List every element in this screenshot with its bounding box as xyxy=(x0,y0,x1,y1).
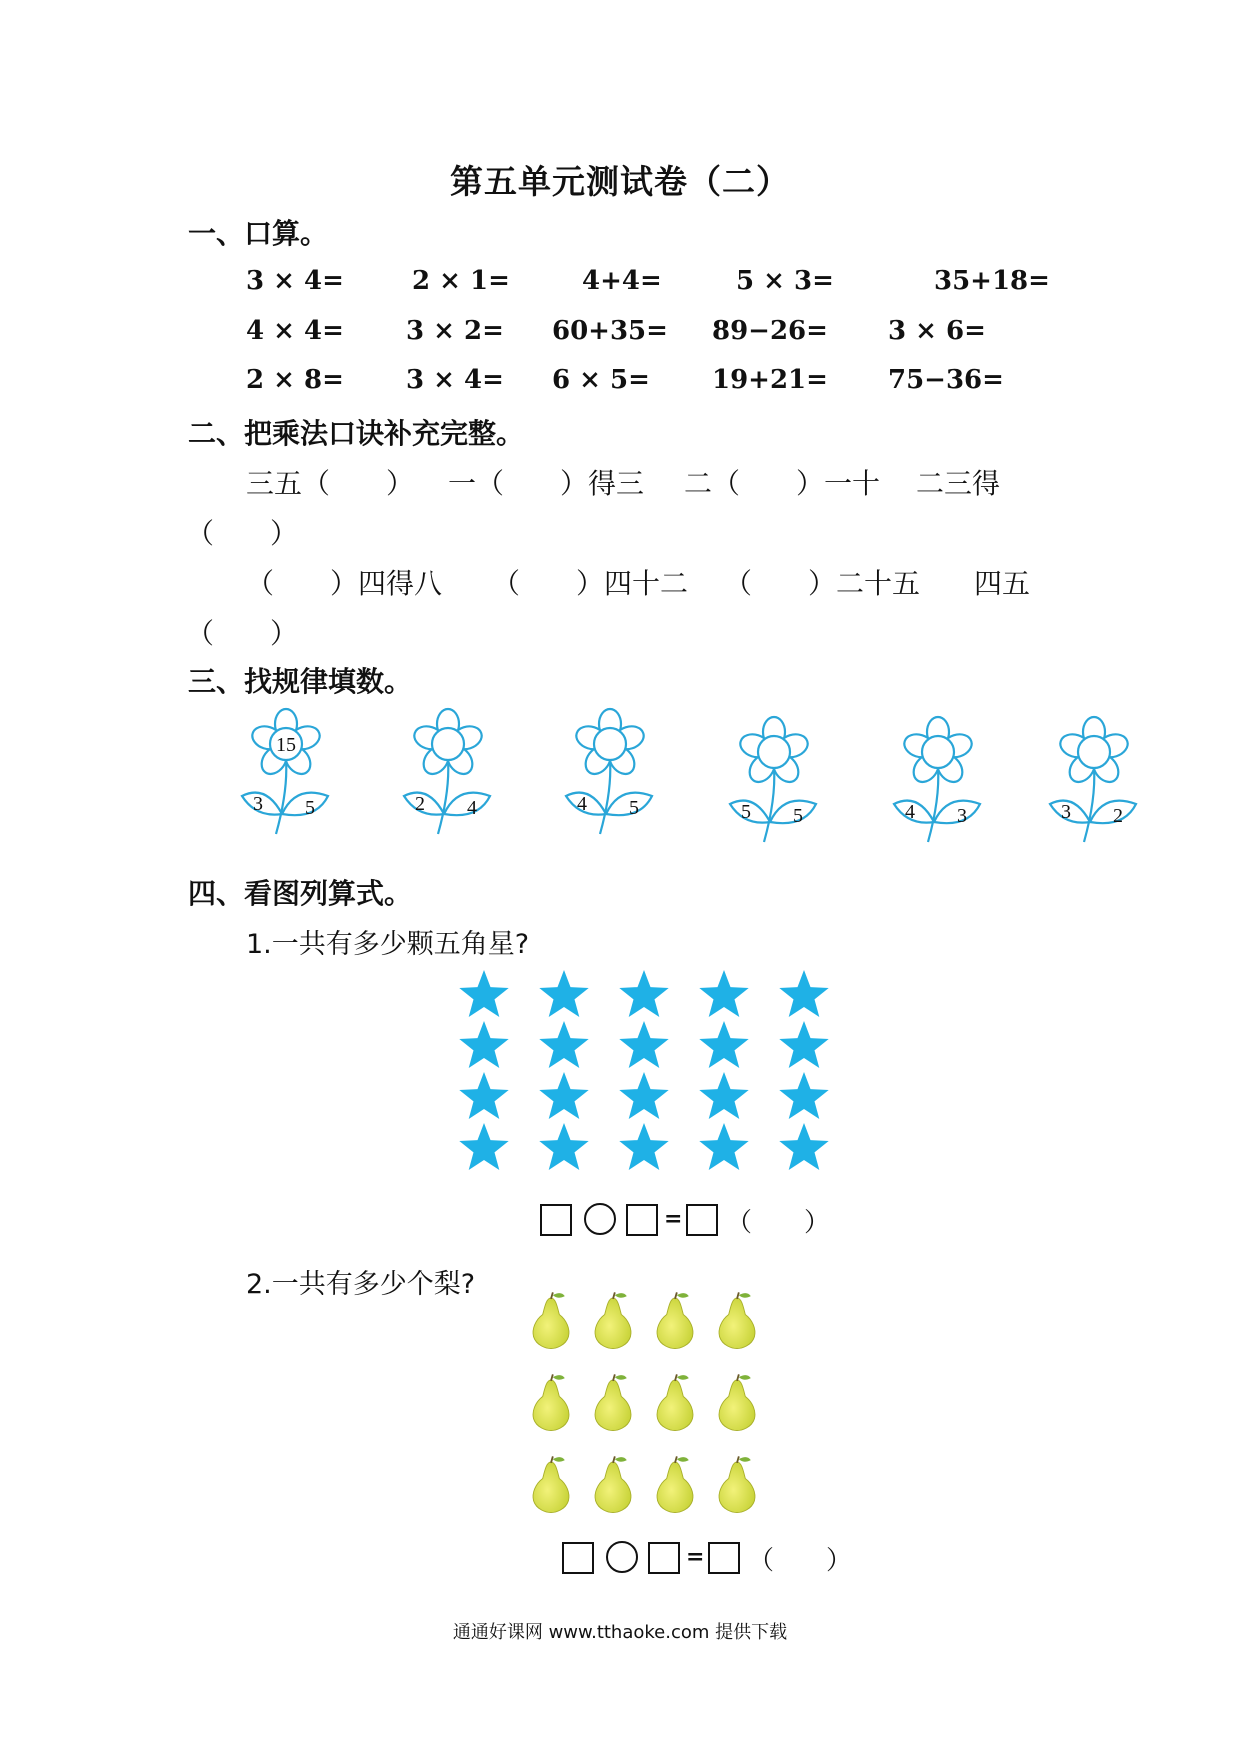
section-4-heading: 四、看图列算式。 xyxy=(188,877,413,910)
flower-right-leaf-number: 4 xyxy=(467,797,477,819)
flower xyxy=(888,714,988,849)
flower xyxy=(398,706,498,841)
star-icon xyxy=(456,1019,512,1075)
question-1: 1.一共有多少颗五角星? xyxy=(246,929,530,960)
star-icon xyxy=(776,968,832,1024)
pear-icon xyxy=(590,1290,636,1350)
oral-item: 3 × 4= xyxy=(246,266,344,296)
flower-center-number: 15 xyxy=(276,734,296,756)
answer-box[interactable] xyxy=(540,1204,572,1236)
oral-item: 2 × 1= xyxy=(412,266,510,296)
star-icon xyxy=(456,1121,512,1177)
pear-icon xyxy=(528,1454,574,1514)
flower xyxy=(236,706,336,841)
oral-item: 4+4= xyxy=(582,266,662,296)
answer-box[interactable] xyxy=(686,1204,718,1236)
star-icon xyxy=(536,1019,592,1075)
flower-right-leaf-number: 5 xyxy=(629,797,639,819)
page-title: 第五单元测试卷（二） xyxy=(450,162,790,201)
section-3-heading: 三、找规律填数。 xyxy=(188,665,413,698)
flower xyxy=(1044,714,1144,849)
answer-box[interactable] xyxy=(648,1542,680,1574)
flower-left-leaf-number: 2 xyxy=(415,793,425,815)
mnemonic-item: （ ） xyxy=(186,517,299,550)
star-icon xyxy=(696,1070,752,1126)
star-grid xyxy=(456,968,836,1178)
pear-icon xyxy=(528,1290,574,1350)
answer-row-1 xyxy=(540,1200,831,1240)
answer-row-2 xyxy=(562,1538,853,1578)
answer-box[interactable] xyxy=(562,1542,594,1574)
flower-right-leaf-number: 5 xyxy=(793,805,803,827)
oral-item: 3 × 6= xyxy=(888,316,986,346)
unit-paren[interactable]: （ ） xyxy=(726,1208,831,1238)
operator-circle[interactable] xyxy=(606,1541,638,1573)
footer-text: 通通好课网 www.tthaoke.com 提供下载 xyxy=(452,1622,788,1643)
pear-icon xyxy=(590,1454,636,1514)
star-icon xyxy=(456,968,512,1024)
oral-item: 5 × 3= xyxy=(736,266,834,296)
flower-left-leaf-number: 4 xyxy=(577,793,587,815)
oral-item: 35+18= xyxy=(934,266,1050,296)
star-icon xyxy=(616,1019,672,1075)
mnemonic-item: 三五（ ） xyxy=(246,467,415,500)
star-icon xyxy=(696,1121,752,1177)
oral-item: 3 × 4= xyxy=(406,365,504,395)
oral-item: 6 × 5= xyxy=(552,365,650,395)
flower-right-leaf-number: 2 xyxy=(1113,805,1123,827)
flower xyxy=(560,706,660,841)
unit-paren[interactable]: （ ） xyxy=(748,1546,853,1576)
answer-box[interactable] xyxy=(626,1204,658,1236)
oral-item: 89−26= xyxy=(712,316,828,346)
flower xyxy=(724,714,824,849)
oral-item: 19+21= xyxy=(712,365,828,395)
answer-box[interactable] xyxy=(708,1542,740,1574)
star-icon xyxy=(456,1070,512,1126)
equals-sign: = xyxy=(686,1544,705,1570)
pear-icon xyxy=(590,1372,636,1432)
mnemonic-item: （ ）四十二 xyxy=(492,567,689,600)
star-icon xyxy=(536,1121,592,1177)
flower-left-leaf-number: 3 xyxy=(253,793,263,815)
star-icon xyxy=(776,1070,832,1126)
oral-item: 4 × 4= xyxy=(246,316,344,346)
star-icon xyxy=(776,1019,832,1075)
flower-left-leaf-number: 5 xyxy=(741,801,751,823)
pear-grid xyxy=(528,1290,768,1520)
flower-left-leaf-number: 3 xyxy=(1061,801,1071,823)
equals-sign: = xyxy=(664,1206,683,1232)
mnemonic-item: （ ）二十五 xyxy=(724,567,921,600)
mnemonic-item: （ ）四得八 xyxy=(246,567,443,600)
oral-item: 75−36= xyxy=(888,365,1004,395)
question-2: 2.一共有多少个梨? xyxy=(246,1269,476,1300)
star-icon xyxy=(536,1070,592,1126)
mnemonic-item: 四五 xyxy=(974,567,1031,600)
oral-item: 3 × 2= xyxy=(406,316,504,346)
pear-icon xyxy=(714,1454,760,1514)
star-icon xyxy=(616,968,672,1024)
pear-icon xyxy=(652,1454,698,1514)
star-icon xyxy=(616,1070,672,1126)
pear-icon xyxy=(652,1290,698,1350)
pear-icon xyxy=(652,1372,698,1432)
star-icon xyxy=(696,1019,752,1075)
star-icon xyxy=(776,1121,832,1177)
pear-icon xyxy=(528,1372,574,1432)
mnemonic-item: 一（ ）得三 xyxy=(448,467,645,500)
oral-item: 2 × 8= xyxy=(246,365,344,395)
pear-icon xyxy=(714,1290,760,1350)
mnemonic-item: 二（ ）一十 xyxy=(684,467,881,500)
section-2-heading: 二、把乘法口诀补充完整。 xyxy=(188,417,525,450)
flower-left-leaf-number: 4 xyxy=(905,801,915,823)
section-1-heading: 一、口算。 xyxy=(188,217,329,250)
mnemonic-item: 二三得 xyxy=(916,467,1001,500)
flower-right-leaf-number: 3 xyxy=(957,805,967,827)
flower-right-leaf-number: 5 xyxy=(305,797,315,819)
star-icon xyxy=(616,1121,672,1177)
star-icon xyxy=(536,968,592,1024)
mnemonic-item: （ ） xyxy=(186,617,299,650)
star-icon xyxy=(696,968,752,1024)
oral-item: 60+35= xyxy=(552,316,668,346)
pear-icon xyxy=(714,1372,760,1432)
operator-circle[interactable] xyxy=(584,1203,616,1235)
